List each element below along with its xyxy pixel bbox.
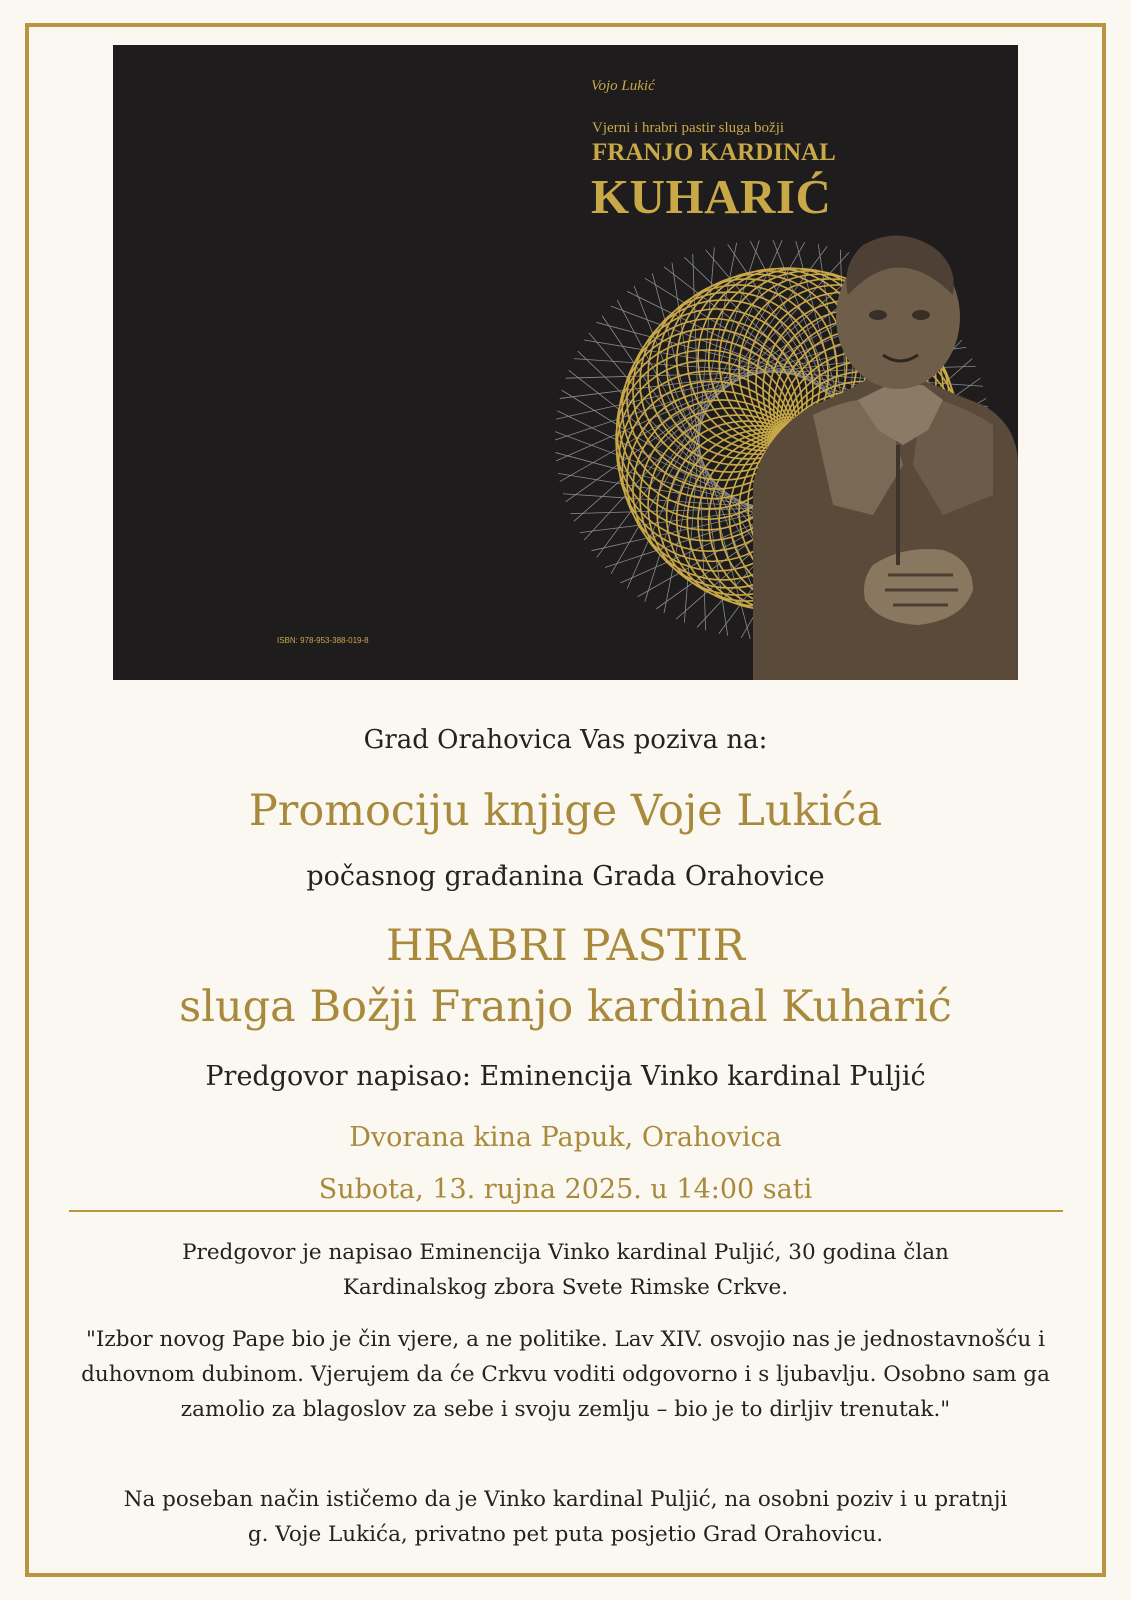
cover-author: Vojo Lukić [591,78,655,94]
preface-line: Predgovor napisao: Eminencija Vinko kardinal Puljić [205,1061,926,1092]
body-paragraph-1: Predgovor je napisao Eminencija Vinko kardinal Puljić, 30 godina član Kardinalskog zbora Svete Rimske Crkve. [182,1240,949,1300]
statue [753,235,1018,680]
body-paragraph-quote: "Izbor novog Pape bio je čin vjere, a ne politike. Lav XIV. osvojio nas je jednostavnošću i duhovnom dubinom. Vjerujem da će Crkvu voditi odgovorno i s ljubavlju. Osobno sam ga zamolio za blagoslov za sebe i svoju zemlju – bio je to dirljiv trenutak." [81,1327,1050,1422]
cover-title-line2: KUHARIĆ [591,169,832,224]
divider [69,1210,1063,1212]
event-date: Subota, 13. rujna 2025. u 14:00 sati [318,1174,813,1205]
cover-title-line1: FRANJO KARDINAL [592,139,836,166]
promotion-heading: Promociju knjige Voje Lukića [248,786,883,836]
book-title-line2: sluga Božji Franjo kardinal Kuharić [179,982,952,1032]
cover-isbn: ISBN: 978-953-388-019-8 [277,636,369,645]
body-paragraph-3: Na poseban način ističemo da je Vinko kardinal Puljić, na osobni poziv i u pratnji g. Voje Lukića, privatno pet puta posjetio Grad Orahovicu. [123,1487,1008,1547]
honorary-citizen-line: počasnog građanina Grada Orahovice [306,861,825,892]
book-cover [113,45,1018,680]
cardinal-statue-image [113,45,1018,680]
book-title-line1: HRABRI PASTIR [385,921,746,971]
invitation-intro: Grad Orahovica Vas poziva na: [363,725,768,755]
cover-subtitle: Vjerni i hrabri pastir sluga božji [592,120,785,136]
event-venue: Dvorana kina Papuk, Orahovica [349,1122,782,1153]
